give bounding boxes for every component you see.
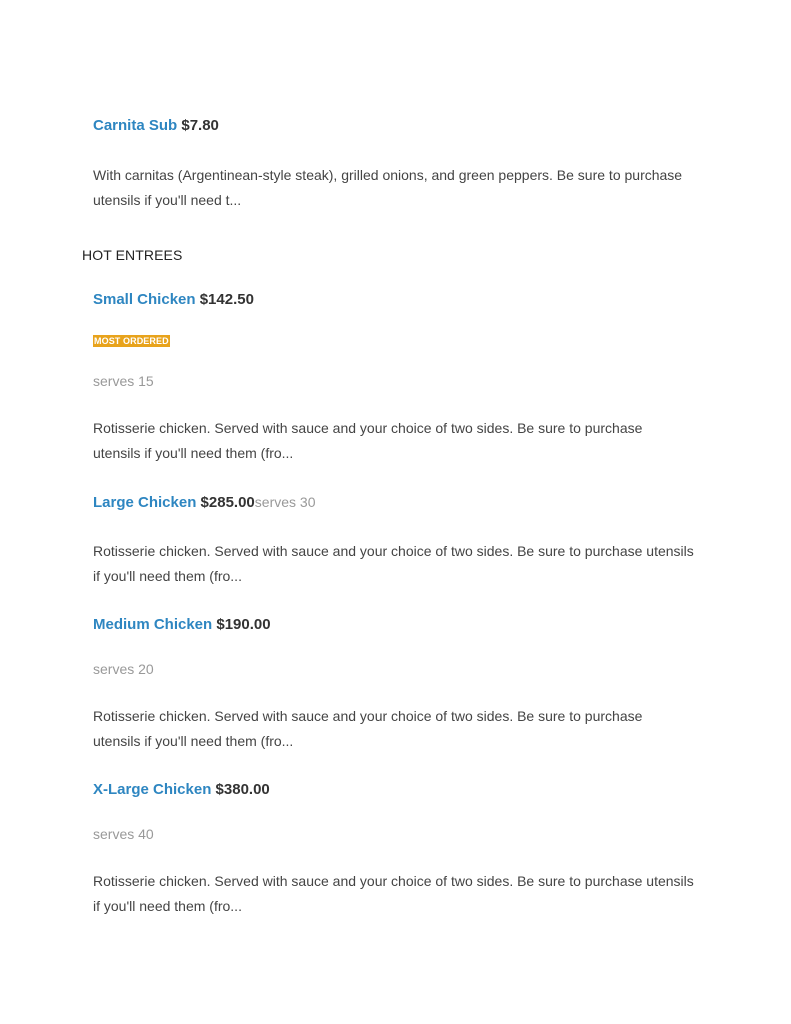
item-price: $7.80 <box>181 117 219 134</box>
item-name-link[interactable]: Carnita Sub <box>93 117 178 134</box>
item-name-link[interactable]: Large Chicken <box>93 494 197 511</box>
item-price: $190.00 <box>216 616 271 633</box>
item-description: With carnitas (Argentinean-style steak), grilled onions, and green peppers. Be sure to purchase utensils if you'll need t... <box>93 167 683 208</box>
item-description: Rotisserie chicken. Served with sauce and your choice of two sides. Be sure to purchase utensils if you'll need them (fro... <box>93 543 694 584</box>
item-price: $142.50 <box>199 291 254 308</box>
section-title: HOT ENTREES <box>82 247 183 263</box>
item-description: Rotisserie chicken. Served with sauce and your choice of two sides. Be sure to purchase utensils if you'll need them (fro... <box>93 420 643 461</box>
item-description: Rotisserie chicken. Served with sauce and your choice of two sides. Be sure to purchase utensils if you'll need them (fro... <box>93 708 643 749</box>
item-name-link[interactable]: Small Chicken <box>93 291 196 308</box>
menu-item-title <box>93 117 219 135</box>
menu-item-title <box>93 616 271 634</box>
menu-item-title <box>93 291 254 309</box>
serves-count: serves 15 <box>93 373 154 389</box>
menu-item-title <box>93 493 315 512</box>
item-price: $380.00 <box>215 781 270 798</box>
item-name-link[interactable]: Medium Chicken <box>93 616 213 633</box>
menu-item-title <box>93 781 270 799</box>
item-name-link[interactable]: X-Large Chicken <box>93 781 212 798</box>
serves-count: serves 40 <box>93 826 154 842</box>
serves-count: serves 20 <box>93 661 154 677</box>
most-ordered-badge: MOST ORDERED <box>94 336 169 346</box>
item-description: Rotisserie chicken. Served with sauce and your choice of two sides. Be sure to purchase utensils if you'll need them (fro... <box>93 873 694 914</box>
serves-count: serves 30 <box>254 494 316 510</box>
item-price: $285.00 <box>200 494 255 511</box>
